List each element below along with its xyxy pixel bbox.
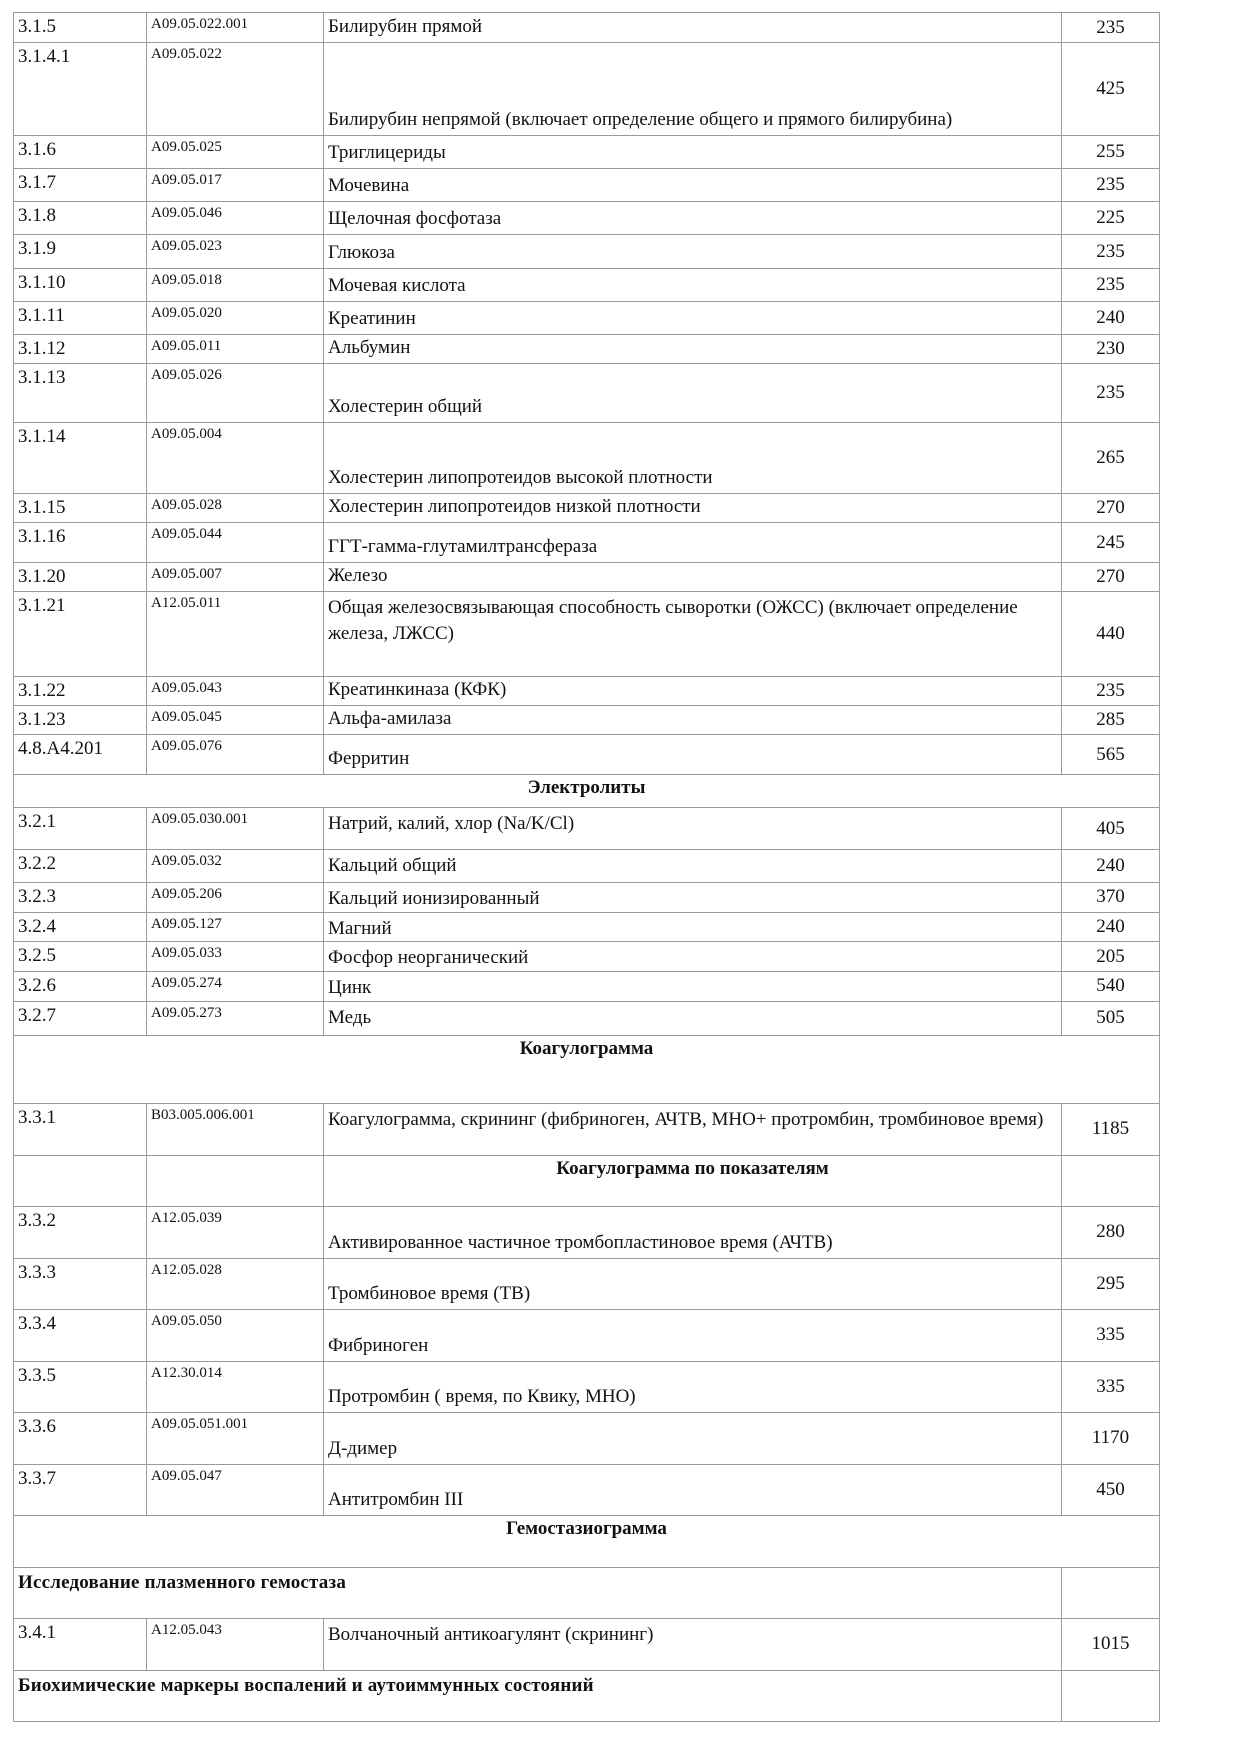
table-row: [14, 202, 1160, 235]
service-code: A09.05.028: [147, 494, 324, 523]
table-row: [14, 423, 1160, 494]
row-number: 3.2.1: [14, 808, 147, 850]
service-price: 425: [1062, 43, 1160, 136]
service-name: Мочевина: [324, 169, 1062, 202]
service-code: A09.05.022: [147, 43, 324, 136]
service-code: A09.05.045: [147, 706, 324, 735]
service-code: A09.05.023: [147, 235, 324, 269]
table-row: [14, 850, 1160, 883]
service-price: 405: [1062, 808, 1160, 850]
service-name: Общая железосвязывающая способность сыворотки (ОЖСС) (включает определение железа, ЛЖСС): [324, 592, 1062, 677]
section-heading: Коагулограмма по показателям: [324, 1155, 1062, 1206]
service-price: 240: [1062, 850, 1160, 883]
section-row: [14, 1035, 1160, 1103]
service-price: 265: [1062, 423, 1160, 494]
service-name: Холестерин липопротеидов высокой плотности: [324, 423, 1062, 494]
service-price: 285: [1062, 706, 1160, 735]
subsection-heading: Исследование плазменного гемостаза: [14, 1567, 1062, 1618]
row-number: 3.2.7: [14, 1001, 147, 1035]
row-number: 3.1.5: [14, 13, 147, 43]
service-code: A09.05.076: [147, 735, 324, 775]
service-price: 245: [1062, 523, 1160, 563]
service-code: A09.05.050: [147, 1309, 324, 1361]
table-row: [14, 942, 1160, 972]
row-number: 3.1.20: [14, 563, 147, 592]
service-price: 235: [1062, 364, 1160, 423]
price-table-body: [14, 13, 1160, 1722]
service-code: A09.05.047: [147, 1464, 324, 1515]
service-name: Фибриноген: [324, 1309, 1062, 1361]
service-code: A09.05.046: [147, 202, 324, 235]
table-row: [14, 494, 1160, 523]
row-number: 3.1.21: [14, 592, 147, 677]
service-code: A09.05.274: [147, 971, 324, 1001]
service-name: Холестерин общий: [324, 364, 1062, 423]
service-name: Альбумин: [324, 335, 1062, 364]
row-number: 3.1.14: [14, 423, 147, 494]
table-row: [14, 1309, 1160, 1361]
service-price: 255: [1062, 136, 1160, 169]
service-name: Д-димер: [324, 1412, 1062, 1464]
row-number: 3.3.7: [14, 1464, 147, 1515]
row-number: 4.8.A4.201: [14, 735, 147, 775]
service-name: Антитромбин III: [324, 1464, 1062, 1515]
row-number: 3.1.22: [14, 677, 147, 706]
section-row: [14, 775, 1160, 808]
row-number: 3.3.1: [14, 1103, 147, 1155]
row-number: 3.1.11: [14, 302, 147, 335]
table-row: [14, 302, 1160, 335]
row-number: 3.1.23: [14, 706, 147, 735]
service-name: Билирубин непрямой (включает определение общего и прямого билирубина): [324, 43, 1062, 136]
section-row: [14, 1155, 1160, 1206]
service-price: 1185: [1062, 1103, 1160, 1155]
service-price: 205: [1062, 942, 1160, 972]
service-price: 240: [1062, 912, 1160, 942]
service-price: 235: [1062, 13, 1160, 43]
empty-cell: [14, 1155, 147, 1206]
service-name: Активированное частичное тромбопластиновое время (АЧТВ): [324, 1206, 1062, 1258]
table-row: [14, 1206, 1160, 1258]
section-row: [14, 1515, 1160, 1567]
service-code: A09.05.022.001: [147, 13, 324, 43]
service-code: A09.05.033: [147, 942, 324, 972]
service-price: 235: [1062, 677, 1160, 706]
table-row: [14, 912, 1160, 942]
empty-cell: [1062, 1670, 1160, 1721]
row-number: 3.1.8: [14, 202, 147, 235]
service-price: 270: [1062, 494, 1160, 523]
service-price: 270: [1062, 563, 1160, 592]
section-heading: Гемостазиограмма: [14, 1515, 1160, 1567]
table-row: [14, 706, 1160, 735]
row-number: 3.1.9: [14, 235, 147, 269]
service-name: Тромбиновое время (ТВ): [324, 1258, 1062, 1309]
row-number: 3.2.3: [14, 883, 147, 913]
table-row: [14, 1412, 1160, 1464]
table-row: [14, 335, 1160, 364]
service-code: A09.05.030.001: [147, 808, 324, 850]
service-code: B03.005.006.001: [147, 1103, 324, 1155]
service-code: A12.05.028: [147, 1258, 324, 1309]
row-number: 3.1.10: [14, 269, 147, 302]
row-number: 3.2.4: [14, 912, 147, 942]
service-name: Железо: [324, 563, 1062, 592]
service-code: A09.05.007: [147, 563, 324, 592]
row-number: 3.2.5: [14, 942, 147, 972]
service-code: A09.05.017: [147, 169, 324, 202]
table-row: [14, 1001, 1160, 1035]
service-name: Кальций ионизированный: [324, 883, 1062, 913]
section-heading: Коагулограмма: [14, 1035, 1160, 1103]
service-code: A12.05.039: [147, 1206, 324, 1258]
service-price: 230: [1062, 335, 1160, 364]
service-name: Цинк: [324, 971, 1062, 1001]
service-price: 280: [1062, 1206, 1160, 1258]
service-price: 235: [1062, 269, 1160, 302]
service-name: Мочевая кислота: [324, 269, 1062, 302]
service-price: 370: [1062, 883, 1160, 913]
service-price: 225: [1062, 202, 1160, 235]
service-code: A09.05.032: [147, 850, 324, 883]
service-price: 235: [1062, 235, 1160, 269]
row-number: 3.1.16: [14, 523, 147, 563]
table-row: [14, 269, 1160, 302]
table-row: [14, 523, 1160, 563]
empty-cell: [1062, 1567, 1160, 1618]
service-code: A09.05.011: [147, 335, 324, 364]
subsection-heading: Биохимические маркеры воспалений и аутоиммунных состояний: [14, 1670, 1062, 1721]
service-name: Альфа-амилаза: [324, 706, 1062, 735]
service-price: 565: [1062, 735, 1160, 775]
service-price: 540: [1062, 971, 1160, 1001]
table-row: [14, 592, 1160, 677]
row-number: 3.3.6: [14, 1412, 147, 1464]
service-code: A09.05.018: [147, 269, 324, 302]
table-row: [14, 1258, 1160, 1309]
empty-cell: [147, 1155, 324, 1206]
row-number: 3.1.6: [14, 136, 147, 169]
service-name: Билирубин прямой: [324, 13, 1062, 43]
row-number: 3.4.1: [14, 1618, 147, 1670]
table-row: [14, 808, 1160, 850]
service-name: Фосфор неорганический: [324, 942, 1062, 972]
service-price: 235: [1062, 169, 1160, 202]
table-row: [14, 43, 1160, 136]
row-number: 3.1.15: [14, 494, 147, 523]
table-row: [14, 1361, 1160, 1412]
row-number: 3.1.7: [14, 169, 147, 202]
service-code: A09.05.206: [147, 883, 324, 913]
service-price: 450: [1062, 1464, 1160, 1515]
service-name: Щелочная фосфотаза: [324, 202, 1062, 235]
service-name: Креатинкиназа (КФК): [324, 677, 1062, 706]
service-code: A09.05.044: [147, 523, 324, 563]
service-code: A09.05.273: [147, 1001, 324, 1035]
service-name: Ферритин: [324, 735, 1062, 775]
service-price: 240: [1062, 302, 1160, 335]
table-row: [14, 1464, 1160, 1515]
table-row: [14, 677, 1160, 706]
table-row: [14, 1103, 1160, 1155]
row-number: 3.2.6: [14, 971, 147, 1001]
service-name: Креатинин: [324, 302, 1062, 335]
row-number: 3.1.13: [14, 364, 147, 423]
service-code: A09.05.051.001: [147, 1412, 324, 1464]
service-price: 335: [1062, 1309, 1160, 1361]
empty-cell: [1062, 1155, 1160, 1206]
service-name: Медь: [324, 1001, 1062, 1035]
subsection-row: [14, 1567, 1160, 1618]
service-name: ГГТ-гамма-глутамилтрансфераза: [324, 523, 1062, 563]
row-number: 3.3.5: [14, 1361, 147, 1412]
service-code: A12.30.014: [147, 1361, 324, 1412]
row-number: 3.1.12: [14, 335, 147, 364]
table-row: [14, 883, 1160, 913]
table-row: [14, 13, 1160, 43]
table-row: [14, 364, 1160, 423]
service-name: Протромбин ( время, по Квику, МНО): [324, 1361, 1062, 1412]
service-code: A12.05.011: [147, 592, 324, 677]
price-table: [13, 12, 1160, 1722]
service-name: Волчаночный антикоагулянт (скрининг): [324, 1618, 1062, 1670]
service-code: A09.05.043: [147, 677, 324, 706]
row-number: 3.3.2: [14, 1206, 147, 1258]
service-name: Натрий, калий, хлор (Na/K/Cl): [324, 808, 1062, 850]
service-price: 295: [1062, 1258, 1160, 1309]
service-name: Магний: [324, 912, 1062, 942]
service-code: A12.05.043: [147, 1618, 324, 1670]
service-price: 1015: [1062, 1618, 1160, 1670]
service-name: Коагулограмма, скрининг (фибриноген, АЧТВ, МНО+ протромбин, тромбиновое время): [324, 1103, 1062, 1155]
subsection-row: [14, 1670, 1160, 1721]
service-code: A09.05.025: [147, 136, 324, 169]
table-row: [14, 1618, 1160, 1670]
service-code: A09.05.026: [147, 364, 324, 423]
service-name: Кальций общий: [324, 850, 1062, 883]
service-name: Глюкоза: [324, 235, 1062, 269]
row-number: 3.1.4.1: [14, 43, 147, 136]
service-price: 505: [1062, 1001, 1160, 1035]
row-number: 3.3.3: [14, 1258, 147, 1309]
table-row: [14, 136, 1160, 169]
table-row: [14, 735, 1160, 775]
service-code: A09.05.004: [147, 423, 324, 494]
service-code: A09.05.020: [147, 302, 324, 335]
table-row: [14, 563, 1160, 592]
service-code: A09.05.127: [147, 912, 324, 942]
table-row: [14, 169, 1160, 202]
row-number: 3.2.2: [14, 850, 147, 883]
service-name: Триглицериды: [324, 136, 1062, 169]
row-number: 3.3.4: [14, 1309, 147, 1361]
section-heading: Электролиты: [14, 775, 1160, 808]
service-price: 1170: [1062, 1412, 1160, 1464]
table-row: [14, 235, 1160, 269]
service-price: 440: [1062, 592, 1160, 677]
service-name: Холестерин липопротеидов низкой плотности: [324, 494, 1062, 523]
table-row: [14, 971, 1160, 1001]
service-price: 335: [1062, 1361, 1160, 1412]
